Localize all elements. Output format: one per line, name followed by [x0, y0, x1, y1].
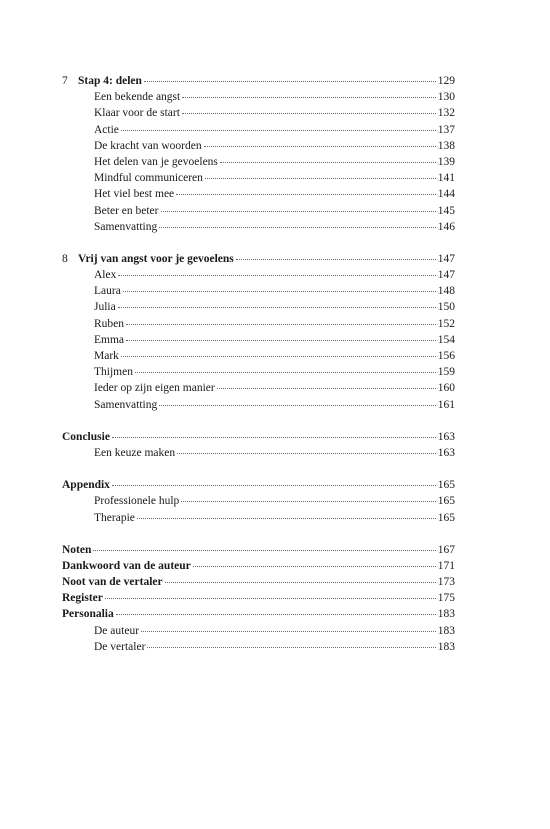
- chapter-8-section: [62, 251, 455, 413]
- toc-entry[interactable]: [62, 219, 455, 235]
- page-number: 154: [437, 333, 455, 346]
- dot-leader: [236, 249, 436, 260]
- page-number: 159: [437, 366, 455, 379]
- chapter-number: 8: [62, 252, 68, 265]
- dot-leader: [112, 427, 436, 438]
- dot-leader: [204, 136, 436, 147]
- page-number: 137: [437, 123, 455, 136]
- entry-title: De kracht van woorden: [94, 139, 202, 152]
- dot-leader: [93, 540, 436, 551]
- page-number: 141: [437, 172, 455, 185]
- entry-title: Samenvatting: [94, 220, 158, 233]
- page-number: 163: [437, 446, 455, 459]
- dot-leader: [182, 103, 436, 114]
- entry-title: De auteur: [94, 624, 140, 637]
- page-number: 183: [437, 624, 455, 637]
- page-number: 132: [437, 107, 455, 120]
- page-number: 173: [437, 576, 455, 589]
- dot-leader: [165, 572, 436, 583]
- entry-title: Mindful communiceren: [94, 172, 203, 185]
- entry-title: Een keuze maken: [94, 446, 176, 459]
- entry-title: Het viel best mee: [94, 188, 175, 201]
- page-number: 148: [437, 285, 455, 298]
- chapter-7-section: [62, 73, 455, 235]
- toc-entry[interactable]: [62, 397, 455, 413]
- page-number: 165: [437, 495, 455, 508]
- dot-leader: [126, 330, 436, 341]
- chapter-title: Dankwoord van de auteur: [62, 559, 191, 572]
- toc-entry[interactable]: [62, 510, 455, 526]
- page-number: 161: [437, 398, 455, 411]
- entry-title: Beter en beter: [94, 204, 159, 217]
- chapter-title: Personalia: [62, 608, 114, 621]
- page-number: 144: [437, 188, 455, 201]
- entry-title: Therapie: [94, 511, 135, 524]
- dot-leader: [105, 588, 436, 599]
- chapter-title: Noten: [62, 543, 92, 556]
- entry-title: Ruben: [94, 317, 125, 330]
- dot-leader: [137, 508, 436, 519]
- page-number: 130: [437, 91, 455, 104]
- dot-leader: [116, 604, 436, 615]
- appendix-section: [62, 477, 455, 526]
- page-number: 152: [437, 317, 455, 330]
- dot-leader: [123, 281, 436, 292]
- page-number: 165: [437, 511, 455, 524]
- page-number: 183: [437, 608, 455, 621]
- dot-leader: [161, 201, 437, 212]
- dot-leader: [121, 346, 436, 357]
- page-number: 160: [437, 382, 455, 395]
- page-number: 163: [437, 430, 455, 443]
- entry-title: Het delen van je gevoelens: [94, 155, 218, 168]
- dot-leader: [193, 556, 436, 567]
- entry-title: De vertaler: [94, 640, 146, 653]
- entry-title: Professionele hulp: [94, 495, 180, 508]
- chapter-number: 7: [62, 75, 68, 87]
- page-number: 147: [437, 252, 455, 265]
- chapter-title: Appendix: [62, 479, 110, 492]
- chapter-title: Noot van de vertaler: [62, 576, 163, 589]
- page-number: 146: [437, 220, 455, 233]
- dot-leader: [126, 314, 436, 325]
- page-number: 139: [437, 155, 455, 168]
- chapter-title: Vrij van angst voor je gevoelens: [78, 252, 234, 265]
- dot-leader: [176, 184, 436, 195]
- page-number: 165: [437, 479, 455, 492]
- dot-leader: [177, 443, 436, 454]
- dot-leader: [205, 168, 436, 179]
- entry-title: Emma: [94, 333, 125, 346]
- entry-title: Samenvatting: [94, 398, 158, 411]
- dot-leader: [121, 120, 436, 131]
- dot-leader: [135, 362, 436, 373]
- page-number: 150: [437, 301, 455, 314]
- conclusion-section: [62, 429, 455, 461]
- dot-leader: [118, 297, 436, 308]
- entry-title: Mark: [94, 350, 119, 362]
- dot-leader: [182, 87, 436, 98]
- dot-leader: [159, 395, 436, 406]
- entry-title: Julia: [94, 301, 116, 314]
- dot-leader: [144, 71, 436, 82]
- page-number: 129: [437, 75, 455, 87]
- page-number: 171: [437, 559, 455, 572]
- page-number: 156: [437, 350, 455, 362]
- page-number: 138: [437, 139, 455, 152]
- dot-leader: [118, 265, 436, 276]
- entry-title: Alex: [94, 269, 117, 282]
- dot-leader: [217, 378, 436, 389]
- chapter-title: Conclusie: [62, 430, 110, 443]
- dot-leader: [159, 217, 436, 228]
- dot-leader: [141, 621, 436, 632]
- entry-title: Klaar voor de start: [94, 107, 180, 120]
- page-number: 147: [437, 269, 455, 282]
- dot-leader: [220, 152, 436, 163]
- table-of-contents: [62, 73, 455, 670]
- chapter-title: Register: [62, 592, 103, 605]
- entry-title: Ieder op zijn eigen manier: [94, 382, 215, 395]
- entry-title: Actie: [94, 123, 119, 136]
- entry-title: Een bekende angst: [94, 91, 181, 104]
- dot-leader: [112, 475, 436, 486]
- toc-entry[interactable]: [62, 639, 455, 655]
- entry-title: Laura: [94, 285, 121, 298]
- page-number: 167: [437, 543, 455, 556]
- toc-entry[interactable]: [62, 445, 455, 461]
- back-matter-section: [62, 542, 455, 655]
- dot-leader: [181, 491, 436, 502]
- entry-title: Thijmen: [94, 366, 133, 379]
- chapter-title: Stap 4: delen: [78, 75, 142, 87]
- page-number: 175: [437, 592, 455, 605]
- page-number: 145: [437, 204, 455, 217]
- page-number: 183: [437, 640, 455, 653]
- dot-leader: [147, 637, 436, 648]
